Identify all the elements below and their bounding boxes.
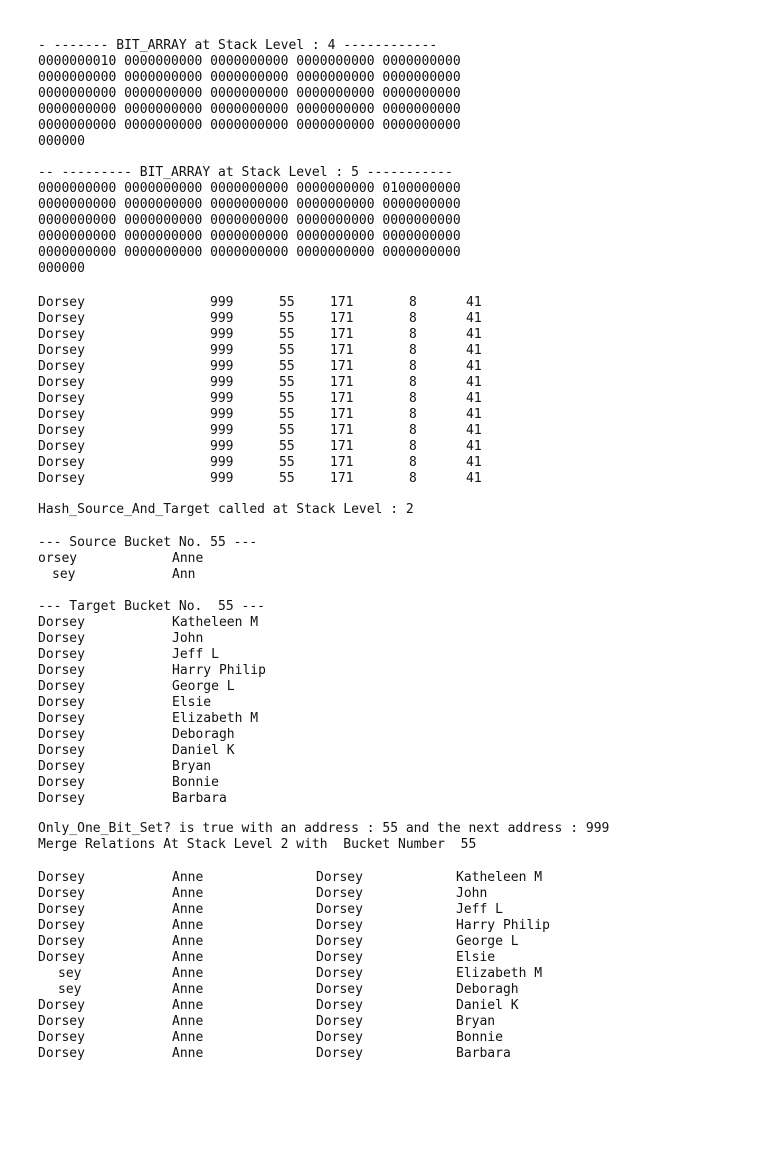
row-value: 999 (210, 295, 234, 310)
row-name: Dorsey (38, 295, 85, 310)
first-name: Bryan (172, 759, 212, 774)
row-value: 8 (409, 295, 417, 310)
row-name: Dorsey (38, 455, 85, 470)
row-value: 171 (330, 407, 354, 422)
row-value: 55 (279, 295, 295, 310)
last-name: Dorsey (38, 663, 85, 678)
row-value: 41 (466, 375, 482, 390)
row-value: 41 (466, 343, 482, 358)
last-name: Dorsey (38, 711, 85, 726)
row-value: 999 (210, 311, 234, 326)
first-name: Anne (172, 1030, 204, 1045)
last-name: Dorsey (38, 918, 85, 933)
row-value: 999 (210, 359, 234, 374)
last-name: Dorsey (38, 791, 85, 806)
bit-array-1-line: 000000 (38, 134, 85, 149)
row-name: Dorsey (38, 439, 85, 454)
last-name: sey (52, 567, 76, 582)
first-name: Deboragh (456, 982, 519, 997)
first-name: Deboragh (172, 727, 235, 742)
last-name: Dorsey (316, 1046, 363, 1061)
first-name: Harry Philip (456, 918, 550, 933)
row-name: Dorsey (38, 359, 85, 374)
row-value: 41 (466, 311, 482, 326)
row-value: 171 (330, 391, 354, 406)
row-value: 8 (409, 439, 417, 454)
merge-relations-line: Merge Relations At Stack Level 2 with Bucket Number 55 (38, 837, 477, 852)
bit-array-2-line: 0000000000 0000000000 0000000000 0000000000 0000000000 (38, 229, 461, 244)
first-name: Ann (172, 567, 196, 582)
row-value: 171 (330, 375, 354, 390)
row-value: 8 (409, 423, 417, 438)
first-name: Elsie (172, 695, 212, 710)
last-name: orsey (38, 551, 78, 566)
first-name: Anne (172, 1014, 204, 1029)
row-value: 999 (210, 407, 234, 422)
last-name: Dorsey (38, 934, 85, 949)
last-name: Dorsey (38, 998, 85, 1013)
row-value: 999 (210, 423, 234, 438)
first-name: George L (172, 679, 235, 694)
row-value: 999 (210, 375, 234, 390)
row-value: 8 (409, 375, 417, 390)
first-name: Bonnie (172, 775, 219, 790)
row-value: 8 (409, 391, 417, 406)
first-name: Daniel K (456, 998, 519, 1013)
last-name: Dorsey (38, 1014, 85, 1029)
last-name: Dorsey (38, 727, 85, 742)
first-name: Anne (172, 950, 204, 965)
last-name: Dorsey (38, 759, 85, 774)
last-name: Dorsey (38, 615, 85, 630)
row-value: 41 (466, 471, 482, 486)
last-name: Dorsey (316, 1014, 363, 1029)
first-name: Elsie (456, 950, 496, 965)
last-name: Dorsey (38, 679, 85, 694)
first-name: Anne (172, 1046, 204, 1061)
last-name: sey (58, 966, 82, 981)
first-name: Elizabeth M (456, 966, 543, 981)
row-value: 55 (279, 327, 295, 342)
first-name: Elizabeth M (172, 711, 259, 726)
first-name: Bonnie (456, 1030, 503, 1045)
row-value: 41 (466, 295, 482, 310)
last-name: Dorsey (316, 950, 363, 965)
row-value: 55 (279, 471, 295, 486)
row-value: 41 (466, 439, 482, 454)
first-name: John (172, 631, 204, 646)
row-value: 55 (279, 455, 295, 470)
row-value: 8 (409, 327, 417, 342)
row-value: 41 (466, 327, 482, 342)
row-value: 171 (330, 423, 354, 438)
first-name: Anne (172, 551, 204, 566)
last-name: Dorsey (316, 966, 363, 981)
only-one-bit-line: Only_One_Bit_Set? is true with an address : 55 and the next address : 999 (38, 821, 610, 836)
bit-array-1-line: 0000000000 0000000000 0000000000 0000000000 0000000000 (38, 118, 461, 133)
row-name: Dorsey (38, 375, 85, 390)
first-name: Anne (172, 886, 204, 901)
bit-array-2-line: 0000000000 0000000000 0000000000 0000000000 0000000000 (38, 213, 461, 228)
row-name: Dorsey (38, 327, 85, 342)
first-name: Bryan (456, 1014, 496, 1029)
row-value: 55 (279, 343, 295, 358)
row-name: Dorsey (38, 471, 85, 486)
bit-array-1-line: 0000000000 0000000000 0000000000 0000000000 0000000000 (38, 102, 461, 117)
last-name: Dorsey (316, 998, 363, 1013)
row-value: 41 (466, 455, 482, 470)
target-bucket-header: --- Target Bucket No. 55 --- (38, 599, 265, 614)
row-value: 41 (466, 391, 482, 406)
row-value: 999 (210, 343, 234, 358)
row-value: 41 (466, 407, 482, 422)
last-name: Dorsey (316, 918, 363, 933)
first-name: George L (456, 934, 519, 949)
first-name: Jeff L (456, 902, 503, 917)
row-value: 171 (330, 311, 354, 326)
row-value: 55 (279, 311, 295, 326)
row-value: 55 (279, 359, 295, 374)
last-name: sey (58, 982, 82, 997)
last-name: Dorsey (38, 647, 85, 662)
last-name: Dorsey (38, 870, 85, 885)
last-name: Dorsey (316, 982, 363, 997)
bit-array-2-line: 000000 (38, 261, 85, 276)
row-value: 55 (279, 391, 295, 406)
row-value: 171 (330, 455, 354, 470)
first-name: Jeff L (172, 647, 219, 662)
last-name: Dorsey (316, 1030, 363, 1045)
bit-array-1-line: 0000000000 0000000000 0000000000 0000000000 0000000000 (38, 70, 461, 85)
last-name: Dorsey (316, 886, 363, 901)
last-name: Dorsey (38, 695, 85, 710)
bit-array-2-line: 0000000000 0000000000 0000000000 0000000000 0000000000 (38, 245, 461, 260)
row-value: 55 (279, 423, 295, 438)
row-value: 999 (210, 439, 234, 454)
row-name: Dorsey (38, 311, 85, 326)
row-value: 171 (330, 295, 354, 310)
row-value: 8 (409, 343, 417, 358)
row-value: 999 (210, 391, 234, 406)
row-value: 41 (466, 359, 482, 374)
bit-array-1-line: 0000000000 0000000000 0000000000 0000000000 0000000000 (38, 86, 461, 101)
bit-array-2-line: 0000000000 0000000000 0000000000 0000000000 0100000000 (38, 181, 461, 196)
last-name: Dorsey (38, 631, 85, 646)
first-name: Anne (172, 902, 204, 917)
first-name: Barbara (456, 1046, 511, 1061)
last-name: Dorsey (38, 1046, 85, 1061)
first-name: Anne (172, 918, 204, 933)
first-name: Anne (172, 982, 204, 997)
first-name: Katheleen M (172, 615, 259, 630)
row-name: Dorsey (38, 391, 85, 406)
row-value: 55 (279, 407, 295, 422)
bit-array-2-line: 0000000000 0000000000 0000000000 0000000000 0000000000 (38, 197, 461, 212)
first-name: John (456, 886, 488, 901)
row-value: 41 (466, 423, 482, 438)
first-name: Barbara (172, 791, 227, 806)
row-value: 171 (330, 359, 354, 374)
row-value: 8 (409, 407, 417, 422)
last-name: Dorsey (38, 886, 85, 901)
row-name: Dorsey (38, 407, 85, 422)
row-value: 171 (330, 343, 354, 358)
row-value: 8 (409, 311, 417, 326)
row-value: 55 (279, 375, 295, 390)
first-name: Daniel K (172, 743, 235, 758)
last-name: Dorsey (38, 950, 85, 965)
row-value: 171 (330, 439, 354, 454)
row-value: 999 (210, 471, 234, 486)
first-name: Anne (172, 998, 204, 1013)
last-name: Dorsey (316, 870, 363, 885)
row-value: 8 (409, 359, 417, 374)
last-name: Dorsey (316, 902, 363, 917)
row-value: 171 (330, 327, 354, 342)
hash-call-line: Hash_Source_And_Target called at Stack Level : 2 (38, 502, 414, 517)
first-name: Anne (172, 966, 204, 981)
first-name: Katheleen M (456, 870, 543, 885)
bit-array-1-header: - ------- BIT_ARRAY at Stack Level : 4 ------------ (38, 38, 438, 53)
last-name: Dorsey (38, 775, 85, 790)
row-value: 55 (279, 439, 295, 454)
bit-array-2-header: -- --------- BIT_ARRAY at Stack Level : 5 ----------- (38, 165, 453, 180)
last-name: Dorsey (38, 1030, 85, 1045)
row-value: 171 (330, 471, 354, 486)
last-name: Dorsey (316, 934, 363, 949)
row-value: 999 (210, 455, 234, 470)
row-value: 999 (210, 327, 234, 342)
source-bucket-header: --- Source Bucket No. 55 --- (38, 535, 258, 550)
first-name: Anne (172, 870, 204, 885)
row-name: Dorsey (38, 343, 85, 358)
row-value: 8 (409, 455, 417, 470)
row-name: Dorsey (38, 423, 85, 438)
first-name: Harry Philip (172, 663, 266, 678)
row-value: 8 (409, 471, 417, 486)
first-name: Anne (172, 934, 204, 949)
last-name: Dorsey (38, 902, 85, 917)
last-name: Dorsey (38, 743, 85, 758)
bit-array-1-line: 0000000010 0000000000 0000000000 0000000000 0000000000 (38, 54, 461, 69)
